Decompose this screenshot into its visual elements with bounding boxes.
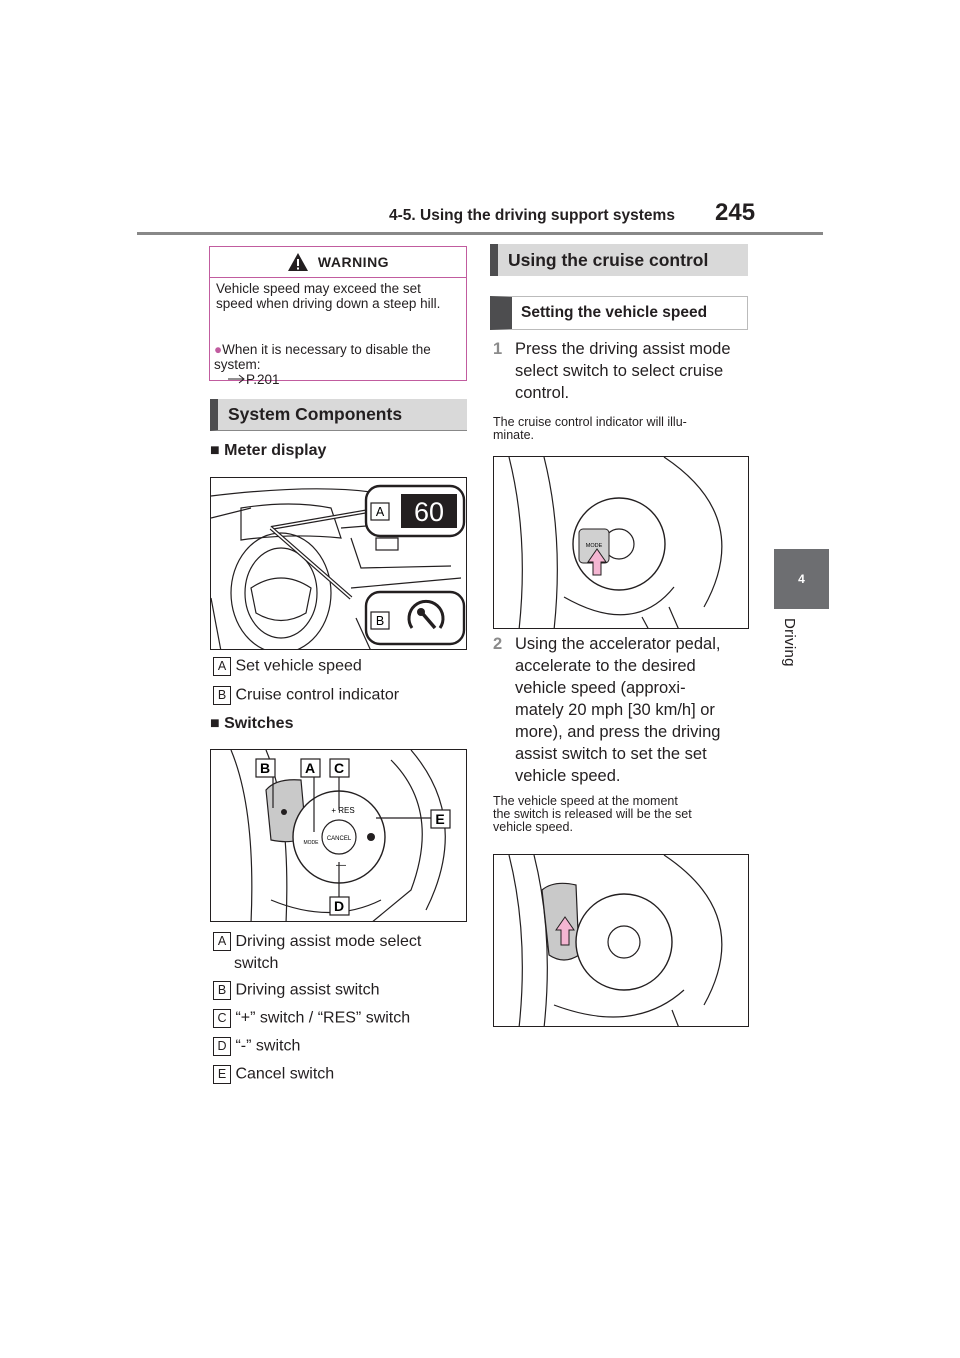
mode-switch-figure [493, 456, 749, 629]
page-reference[interactable]: P.201 [246, 372, 280, 387]
fig-label-e: E [435, 811, 445, 827]
header-rule [137, 232, 823, 235]
fig-label-d: D [333, 898, 345, 914]
warning-text: Vehicle speed may exceed the set speed when driving down a steep hill. [216, 281, 441, 311]
switches-heading: ■ Switches [210, 715, 294, 732]
res-text: + RES [331, 806, 355, 815]
fig-label-b: B [259, 760, 271, 776]
page-number: 245 [715, 199, 756, 226]
steering-switches-illustration [211, 750, 467, 922]
meter-display-figure [210, 477, 467, 650]
warning-header [210, 247, 466, 278]
mode-text: MODE [303, 840, 319, 846]
switches-figure [210, 749, 467, 922]
setting-speed-subheading: Setting the vehicle speed [490, 296, 748, 330]
dashboard-illustration [211, 478, 467, 650]
callout-label-b: B [375, 614, 385, 628]
minus-text: — [336, 860, 346, 871]
step-1: 1 Press the driving assist mode select switch to select cruise control. [493, 340, 731, 402]
switch-item-b: B Driving assist switch [213, 981, 379, 1000]
chapter-label: Driving [781, 618, 798, 667]
mode-label: MODE [585, 543, 603, 549]
cancel-text: CANCEL [326, 836, 352, 842]
section-title: 4-5. Using the driving support systems [389, 207, 675, 224]
step-2: 2 Using the accelerator pedal, accelerate to the desired vehicle speed (approxi- mately 20 mph [30 km/h] or more), and press the driving assist switch to set the set vehicle speed. [493, 635, 721, 785]
warning-box [209, 246, 467, 387]
meter-item-b: B Cruise control indicator [213, 686, 399, 705]
set-speed-readout: 60 [413, 497, 445, 527]
system-components-heading: System Components [210, 399, 467, 431]
note-2: The vehicle speed at the moment the switch is released will be the set vehicle speed. [493, 794, 692, 834]
bullet-icon: ● [214, 342, 223, 357]
switch-item-d: D “-” switch [213, 1037, 300, 1056]
callout-label-a: A [375, 505, 385, 519]
meter-item-a: A Set vehicle speed [213, 657, 362, 676]
fig-label-c: C [333, 760, 345, 776]
warning-item: ●When it is necessary to disable the system: P.201 [214, 342, 431, 387]
arrow-right-icon [228, 374, 246, 384]
chapter-number: 4 [798, 572, 805, 586]
fig-label-a: A [304, 760, 316, 776]
assist-switch-figure [493, 854, 749, 1027]
chapter-tab[interactable] [774, 549, 829, 609]
switch-item-e: E Cancel switch [213, 1065, 334, 1084]
switch-item-a: A Driving assist mode select switch [213, 931, 421, 975]
warning-title: WARNING [317, 254, 390, 270]
cruise-control-heading: Using the cruise control [490, 244, 748, 276]
meter-display-heading: ■ Meter display [210, 442, 327, 459]
note-1: The cruise control indicator will illu- minate. [493, 415, 687, 442]
switch-item-c: C “+” switch / “RES” switch [213, 1009, 410, 1028]
warning-icon [287, 252, 309, 272]
